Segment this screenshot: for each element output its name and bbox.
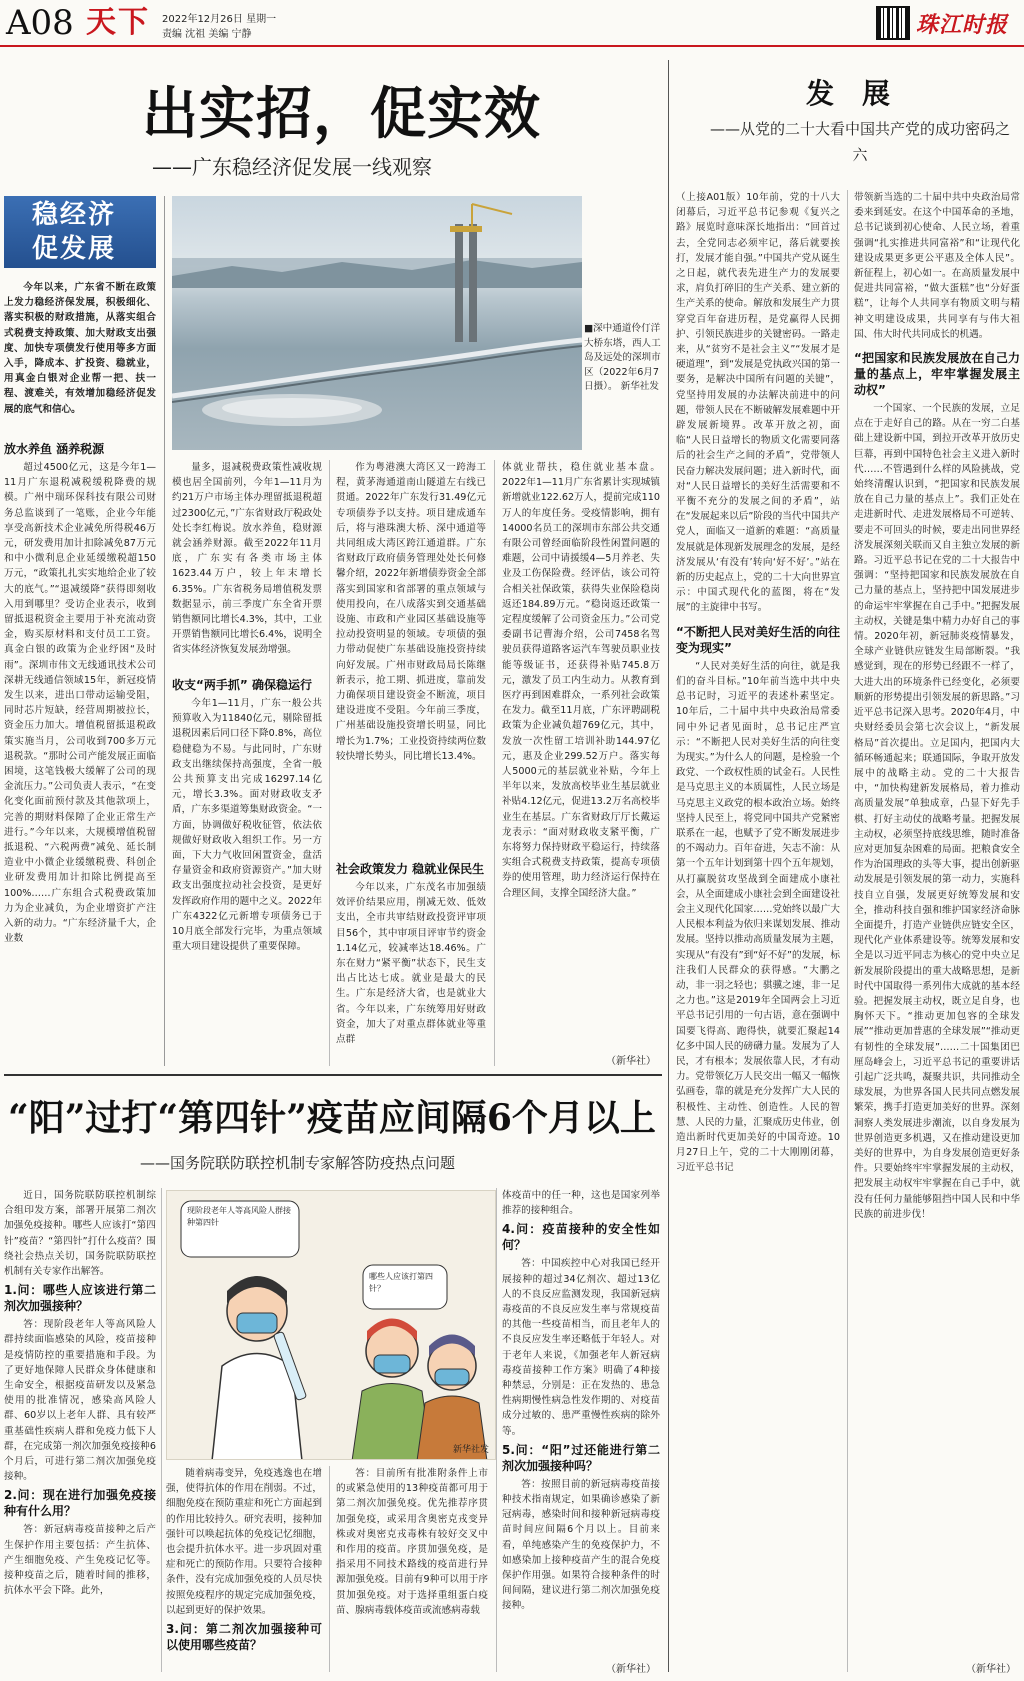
answer-4: 答：中国疾控中心对我国已经开展接种的超过34亿剂次、超过13亿人的不良反应监测发现，我国新冠病毒疫苗的不良反应发生率与常规疫苗的其他一些疫苗相当，而且老年人的不良反应发生率还略低于年轻人。对于老年人来说，《加强老年人新冠病毒疫苗接种工作方案》明确了4种接种禁忌，分别是：正在发热的、患急性病期慢性病急性发作期的、对疫苗成分过敏的、患严重慢性疾病的除外等。	[502, 1258, 660, 1437]
story1-badge	[4, 196, 156, 268]
story2-headline: “阳”过打“第四针”疫苗应间隔6个月以上	[8, 1097, 656, 1139]
story1-col2b: 今年1—11月，广东一般公共预算收入为11840亿元，剔除留抵退税因素后同口径下降0.8%，高位稳健稳为不易。与此同时，广东财政支出继续保持高强度，全省一般公共预算支出完成16297.14亿元，增长3.3%。面对财政收支矛盾，广东多渠道筹集财政资金。“一方面，协调做好税收征管，依法依规做好财政收入组织工作。另一方面，下大力气收回闲置资金，盘活存量资金和政府资源资产。”加大财政支出强度拉动社会投资，是更好发挥政府作用的题中之义。2022年广东4322亿元新增专项债务已于10月底全部发行完毕，为重点领域重大项目建设提供了重要保障。	[172, 698, 322, 953]
story2-col1	[4, 1188, 156, 1672]
story1-divider-1	[164, 196, 165, 1066]
story3-col1-text: （上接A01版）10年前，党的十八大闭幕后，习近平总书记参观《复兴之路》展览时意味深长地指出：“回首过去，全党同志必须牢记，落后就要挨打，发展才能自强。”中国共产党从诞生之日起，就代表先进生产力的发展要求，肩负打碎旧的生产关系、建立新的生产关系的使命。解放和发展生产力贯穿党百年奋进历程，是党赢得人民拥护、引领民族进步的关键密码。一路走来，从“贫穷不是社会主义”“发展才是硬道理”，到“发展是党执政兴国的第一要务，是解决中国所有问题的关键”，党坚持用发展的办法解决前进中的问题，带领人民在不断破解发展难题中开辟发展新境界。改革开放之初，面临“人民日益增长的物质文化需要同落后的社会生产之间的矛盾”，党带领人民奋力解决发展问题；进入新时代，面对“人民日益增长的美好生活需要和不平衡不充分的发展之间的矛盾”，站在“发展起来以后”阶段的当代中国共产党人，面临又一道新的难题：“高质量发展就是体现新发展理念的发展，是经济发展从‘有没有’转向‘好不好’。”站在新的历史起点上，党的二十大向世界宣示：中国式现代化的蓝图，将在“发展”的主旋律中书写。	[676, 192, 840, 614]
page-vertical-divider	[668, 60, 669, 1672]
subhead-social: 社会政策发力 稳就业保民生	[336, 862, 485, 876]
answer-2: 答：新冠病毒疫苗接种之后产生保护作用主要包括：产生抗体、产生细胞免疫、产生免疫记忆等。接种疫苗之后，随着时间的推移，抗体水平会下降。此外，	[4, 1524, 156, 1597]
bridge-illustration	[172, 196, 582, 450]
story3-credit: （新华社）	[966, 1664, 1016, 1675]
masthead	[0, 0, 1024, 46]
story2-col4	[502, 1188, 660, 1658]
story1-col2a: 量多，退减税费政策性减收规模也居全国前列，今年1—11月为约21万户市场主体办理留抵退税超过2300亿元，”广东省财政厅税政处处长李红梅说。放水养鱼，稳财源就会涵养财源。截至2022年11月底，广东实有各类市场主体1623.44万户，较上年末增长6.35%。广东省税务局增值税发票数据显示，前三季度广东全省开票销售额同比增长4.3%，其中，工业开票销售额同比增长6.4%，说明全省实体经济恢复发展劲增强。	[172, 462, 322, 656]
story3-subhead: ——从党的二十大看中国共产党的成功密码之六	[710, 120, 1011, 164]
answer-3: 答：目前所有批准附条件上市的或紧急使用的13种疫苗都可用于第二剂次加强免疫。优先推荐序贯加强免疫，或采用含奥密克戎变异株或对奥密克戎毒株有较好交叉中和作用的疫苗。序贯加强免疫，是指采用不同技术路线的疫苗进行异源加强免疫。目前有9种可以用于序贯加强免疫。对于选择重组蛋白疫苗、腺病毒载体疫苗或流感病毒载	[336, 1468, 488, 1616]
answer-1: 答：现阶段老年人等高风险人群持续面临感染的风险，疫苗接种是疫情防控的重要措施和手段。为了更好地保障人民群众身体健康和生命安全，根据疫苗研发以及紧急使用的批准情况，感染高风险人群、60岁以上老年人群、具有较严重基础性疾病人群和免疫力低下人群，在完成第一剂次加强免疫接种6个月后，可进行第二剂次加强免疫接种。	[4, 1319, 156, 1483]
story3-col2b-text: 一个国家、一个民族的发展，立足点在于走好自己的路。从在一穷二白基础上建设新中国，到拉开改革开放历史巨幕，再到中国特色社会主义进入新时代……不管遇到什么样的风险挑战，党始终清醒认识到，“把国家和民族发展放在自己力量的基点上”。我们正处在走进新时代、走进发展格局不可逆转、要走不可回头的时候，要走出同世界经济发展深刻关联而又自主独立发展的新路。习近平总书记在党的二十大报告中强调：“坚持把国家和民族发展放在自己力量的基点上，坚持把中国发展进步的命运牢牢掌握在自己手中。”把握发展主动权，关键是集中精力办好自己的事情。2020年初，新冠肺炎疫情暴发，全球产业链供应链发生局部断裂。“我感觉到，现在的形势已经跟不一样了，大进大出的环境条件已经变化，必须要顺新的形势提出引领发展的新思路。”习近平总书记深入思考。2020年4月，中央财经委员会第七次会议上，“新发展格局”首次提出。立足国内，把国内大循环畅通起来；联通国际，争取开放发展中的战略主动。党的二十大报告中，“加快构建新发展格局，着力推动高质量发展”单独成章，凸显下好先手棋、打好主动仗的战略考量。把握发展主动权，必须坚持底线思维，随时准备应对更加复杂困难的局面。把粮食安全作为治国理政的头等大事，提出创新驱动发展是引领发展的第一动力，实施科技自立自强，发展更好统筹发展和安全，推动科技自强和维护国家经济命脉全面提升，打造产业链供应链安全区，现代化产业体系建设等。统筹发展和安全是以习近平同志为核心的党中央立足新发展阶段提出的重大战略思想，是新时代中国取得一系列伟大成就的基本经验。把握发展主动权，既立足自身，也胸怀天下。“推动更加包容的全球发展”“推动更加普惠的全球发展”“推动更有韧性的全球发展”……二十国集团巴厘岛峰会上，习近平总书记的重要讲话引起广泛共鸣，凝聚共识，共同推动全球发展，为世界各国人民共同点燃发展繁荣，携手打造更加美好的世界。深刻洞察人类发展进步潮流，以自身发展为世界创造更多机遇，又在推动建设更加美好的世界中，为自身发展创造更好条件。只要始终牢牢掌握发展的主动权，把发展主动权牢牢掌握在自己手中，就没有任何力量能够阻挡中国人民和中华民族的前进步伐！	[854, 403, 1020, 1220]
story2-divider-2	[329, 1466, 330, 1672]
question-1: 1.问：哪些人应该进行第二剂次加强接种？	[4, 1283, 156, 1314]
story1-col4: 体就业帮扶，稳住就业基本盘。2022年1—11月广东省累计实现城镇新增就业122.62万人，提前完成110万人的年度任务。受疫情影响，拥有14000名员工的深圳市东部公共交通有限公司曾经面临阶段性闲置问题的难题，公司中请援缓4—5月养老、失业及工伤保险费。经评估，该公司符合相关社保政策，获得失业保险稳岗返还184.89万元。“稳岗返还政策一定程度缓解了公司资金压力。”公司党委副书记曹海介绍，公司7458名驾驶员获得道路客运汽车驾驶员职业技能等级证书，还获得补贴745.8万元，激发了员工内生动力。从教育到医疗再到困难群众，一系列社会政策在发力。截至11月底，广东评聘副税政策为企业减负超769亿元，其中，发放一次性留工培训补助144.97亿元，惠及企业299.52万户。落实每人5000元的基层就业补贴，今年上半年以来，发放高校毕业生基层就业补贴4.12亿元，促进13.2万名高校毕业生在基层。广东省财政厅厅长戴运龙表示：“面对财政收支紧平衡，广东将努力保持财政平稳运行，持续落实组合式税费支持政策，提高专项债券的使用管理，助力经济运行保持在合理区间，支撑全国经济大盘。”	[502, 462, 660, 899]
question-3: 3.问：第二剂次加强接种可以使用哪些疫苗？	[166, 1622, 322, 1653]
cartoon-credit: 新华社发	[452, 1445, 489, 1455]
masthead-rule	[0, 45, 1024, 47]
story1-col3a: 作为粤港澳大湾区又一跨海工程，黄茅海通道南山隧道左右线已贯通。2022年广东发行31.49亿元专项债券予以支持。项目建成通车后，将与港珠澳大桥、深中通道等共同组成大湾区跨江通道群。广东省财政厅政府债务管理处处长何修馨介绍，2022年新增债券资金全部落实到国家和省部署的重点领域与使用投向，在八成落实到交通基础设施、市政和产业园区基础设施等拉动投资明显的领域。专项债的强力带动促使广东基础设施投资持续向好发展。广州市财政局局长陈继新表示，抢工期、抓进度，靠前发力确保项目建设资金不断流，项目建设进度不受阻。今年前三季度，广州基础设施投资增长明显，同比增长为1.7%；工业投资持续两位数较快增长势头，同比增长13.4%。	[336, 462, 486, 762]
story2-divider-1	[161, 1188, 162, 1672]
vaccine-cartoon	[166, 1190, 496, 1460]
story3-col2	[854, 190, 1020, 1672]
story1-subhead: ——广东稳经济促发展一线观察	[152, 155, 432, 179]
editors: 责编 沈祖 美编 宁静	[162, 29, 252, 40]
story3-subhead-2: “把国家和民族发展放在自己力量的基点上，牢牢掌握发展主动权”	[854, 351, 1020, 398]
story3-subhead-1: “不断把人民对美好生活的向往变为现实”	[676, 624, 840, 655]
story3-col2a-text: 带领新当选的二十届中共中央政治局常委来到延安。在这个中国革命的圣地，总书记谈到初心使命、人民立场，着重强调“扎实推进共同富裕”和“让现代化建设成果更多更公平惠及全体人民”。新征程上，初心如一。在高质量发展中促进共同富裕，“做大蛋糕”也“分好蛋糕”，让每个人共同享有物质文明与精神文明建设成果，共同享有与伟大祖国、伟大时代共同成长的机遇。	[854, 192, 1020, 340]
question-4: 4.问：疫苗接种的安全性如何？	[502, 1222, 660, 1253]
page-number: A08	[6, 3, 74, 43]
story3-divider	[847, 190, 848, 1672]
story1-headline: 出实招，促实效	[142, 81, 541, 147]
story2-col4-text: 体疫苗中的任一种，这也是国家列举推荐的接种组合。	[502, 1190, 660, 1217]
story3-col1	[676, 190, 840, 1672]
question-5: 5.问：“阳”过还能进行第二剂次加强接种吗？	[502, 1442, 660, 1473]
story1-divider-3	[494, 460, 495, 1066]
badge-line-1: 稳经济	[32, 200, 117, 230]
cartoon-bubble-2: 哪些人应该打第四针？	[369, 1272, 433, 1293]
story2-divider-3	[496, 1188, 497, 1672]
issue-date: 2022年12月26日 星期一	[162, 14, 277, 25]
qr-code	[876, 6, 910, 40]
photo-caption: ■深中通道伶仃洋大桥东塔，西人工岛及远处的深圳市区（2022年6月7日摄）。 新华社发	[584, 323, 661, 392]
question-2: 2.问：现在进行加强免疫接种有什么用？	[4, 1488, 156, 1519]
badge-line-2: 促发展	[32, 234, 117, 264]
story3-headline: 发 展	[805, 77, 890, 110]
story2-col3-text: 随着病毒变异，免疫逃逸也在增强，使得抗体的作用在削弱。不过，细胞免疫在预防重症和死亡方面起到的作用比较持久。研究表明，接种加强针可以唤起抗体的免疫记忆细胞，也会提升抗体水平。进一步巩固对重症和死亡的预防作用。只要符合接种条件，没有完成加强免疫的人员尽快按照免疫程序的规定完成加强免疫，以起到更好的保护效果。	[166, 1468, 322, 1616]
section-name: 天下	[86, 5, 150, 40]
subhead-tax: 放水养鱼 涵养税源	[4, 442, 105, 456]
story2-col3	[166, 1466, 322, 1672]
cartoon-illustration	[167, 1191, 496, 1460]
story1-credit: （新华社）	[606, 1056, 656, 1067]
cartoon-bubble-1: 现阶段老年人等高风险人群接种第四针	[187, 1206, 291, 1227]
story3-col1b-text: “人民对美好生活的向往，就是我们的奋斗目标。”10年前当选中共中央总书记时，习近平的表述朴素坚定。10年后，二十届中共中央政治局常委同中外记者见面时，总书记庄严宣示：“不断把人民对美好生活的向往变为现实。”为什么人的问题，是检验一个政党、一个政权性质的试金石。人民性是马克思主义的本质属性，人民立场是马克思主义政党的根本政治立场。始终坚持人民至上，将党同中国共产党紧密联系在一起，也赋予了党不断发展进步的不竭动力。百年奋进，矢志不渝：从第一个五年计划到第十四个五年规划，从打赢脱贫攻坚战到全面建成小康社会，从全面建成小康社会到全面建设社会主义现代化国家……党始终以最广大人民根本利益为依归来谋划发展、推动发展。坚持以推动高质量发展为主题，实现从“有没有”到“好不好”的发展，标注我们人民群众的获得感。“大鹏之动，非一羽之轻也；骐骥之速，非一足之力也。”这是2019年全国两会上习近平总书记引用的一句古语，意在强调中国要飞得高、跑得快，就要汇聚起14亿多中国人民的磅礴力量。发展为了人民，才有根本；发展依靠人民，才有动力。党带领亿万人民交出一幅又一幅恢弘画卷，靠的就是充分发挥广大人民的积极性、主动性、创造性。人民的智慧、人民的力量，汇聚成历史伟业，创造出新时代更加美好的中国奇迹。10月27日上午，党的二十大刚刚闭幕，习近平总书记	[676, 660, 840, 1174]
bridge-photo	[172, 196, 582, 450]
subhead-revenue: 收支“两手抓” 确保稳运行	[172, 678, 312, 692]
story1-lead: 今年以来，广东省不断在政策上发力稳经济保发展，积极细化、落实积极的财政措施，从落实组合式税费支持政策、加大财政支出强度、加快专项债发行使用等多方面入手，降成本、扩投资、稳就业，用真金白银对企业帮一把、扶一程、渡难关，有效增加稳经济促发展的底气和信心。	[4, 282, 156, 415]
story1-col1: 超过4500亿元，这是今年1—11月广东退税减税缓税降费的规模。广州中瑞环保科技有限公司财务总监谈到了一笔账，企业今年能享受高新技术企业减免所得税46万元，研发费用加计扣除减免87万元和中小微利息企业延缓缴税超150万元，“政策扎扎实实地给企业了较大的底气。”“退减缓降”获得即刻收入用到哪里？受访企业表示，收到留抵退税资金主要用于补充流动资金，购买原材料和支付员工工资。真金白银的政策为企业纾困“及时雨”。深圳市伟文无线通讯技术公司深耕无线通信领域15年，新冠疫情发生以来，进出口带动运输受阻，同时芯片短缺，经营周期被拉长，资金压力加大。增值税留抵退税政策实施当月，公司收到700多万元退税款。“那时公司产能发展正面临困境，这笔钱极大缓解了公司的现金流压力。”公司负责人表示，“在变化变化面前预付款及其他款项上，完善的期财料保障了企业正常生产进行。”今年以来，大规模增值税留抵退税、“六税两费”减免、延长制造业中小微企业缓缴税费、科创企业研发费用加计扣除比例提高至100%……广东组合式税费政策加力为企业减负，为企业增资扩产注入新的动力。“广东经济量千大，企业数	[4, 462, 156, 945]
story2-subhead: ——国务院联防联控机制专家解答防疫热点问题	[140, 1154, 456, 1172]
story2-top-rule	[4, 1074, 662, 1076]
story1-divider-2	[329, 460, 330, 1066]
story1-col3b: 今年以来，广东茂名市加强绩效评价结果应用，削减无效、低效支出，全市共审结财政投资评审项目56个，其中审项目评审节约资金1.14亿元，较减率达18.46%。广东在财力“紧平衡”状态下，民生支出占比达七成。就业是最大的民生。广东是经济大省，也是就业大省。今年以来，广东统筹用好财政资金，加大了对重点群体就业等重点群	[336, 882, 486, 1046]
answer-5: 答：按照目前的新冠病毒疫苗接种技术指南规定，如果确诊感染了新冠病毒，感染时间和接种新冠病毒疫苗时间应间隔6个月以上。目前来看，单纯感染产生的免疫保护力，不如感染加上接种疫苗产生的混合免疫保护作用强。如果符合接种条件的时间间隔，建议进行第二剂次加强免疫接种。	[502, 1478, 660, 1612]
newspaper-logo: 珠江时报	[916, 12, 1009, 38]
story2-col3b	[336, 1466, 488, 1672]
story2-credit: （新华社）	[606, 1664, 656, 1675]
story2-intro: 近日，国务院联防联控机制综合组印发方案，部署开展第二剂次加强免疫接种。哪些人应该打“第四针”疫苗？“第四针”打什么疫苗？围绕社会热点关切，国务院联防联控机制有关专家作出解答。	[4, 1190, 156, 1278]
